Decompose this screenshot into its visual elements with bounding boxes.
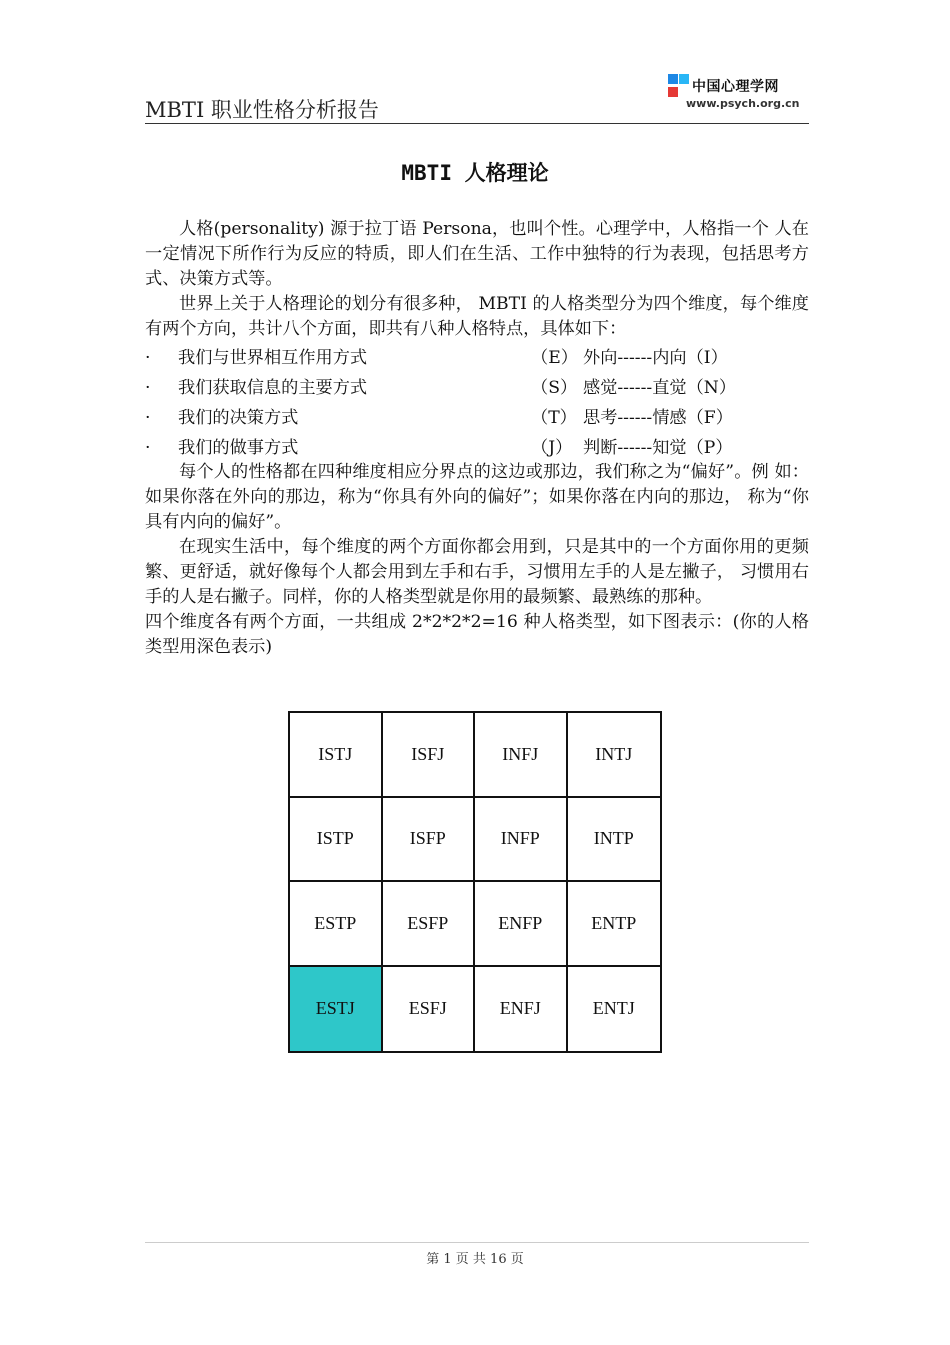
type-cell-entj: ENTJ [592,998,635,1019]
dimension-code: （T） [531,408,577,428]
type-cell-estj: ESTJ [290,967,383,1052]
bullet-dot: · [145,378,151,398]
personality-type-grid [288,711,662,1053]
dimension-label: 我们的做事方式 [178,438,299,458]
type-cell-enfp: ENFP [475,882,568,967]
dimension-label: 我们获取信息的主要方式 [178,378,368,398]
type-cell-entp: ENTP [568,882,661,967]
bullet-dot: · [145,348,151,368]
logo-square-lightblue [679,74,689,84]
body-block-top [145,217,809,660]
dimension-directions: 思考------情感（F） [583,408,733,428]
type-cell-infp: INFP [475,798,568,883]
dimension-directions: 判断------知觉（P） [583,438,733,458]
dimension-label: 我们的决策方式 [178,408,299,428]
type-cell-intp: INTP [568,798,661,883]
type-cell-intj: INTJ [568,713,661,798]
document-title: MBTI 人格理论 [401,161,549,185]
paragraph-handedness: 在现实生活中，每个维度的两个方面你都会用到，只是其中的一个方面你用的更频繁、更舒适，就好像每个人都会用到左手和右手，习惯用左手的人是左撇子， 习惯用右手的人是右撇子。同样，你的人格类型就是你用的最频繁、最熟练的那种。 [145,537,809,607]
paragraph-preference: 每个人的性格都在四种维度相应分界点的这边或那边，我们称之为“偏好”。例 如：如果你落在外向的那边，称为“你具有外向的偏好”；如果你落在内向的那边， 称为“你具有内向的偏好”。 [145,462,809,532]
type-cell-esfp: ESFP [383,882,476,967]
dimension-label: 我们与世界相互作用方式 [178,348,368,368]
logo-square-red [668,87,678,97]
dimension-code: （S） [531,378,578,398]
paragraph-mbti-dimensions: 世界上关于人格理论的划分有很多种， MBTI 的人格类型分为四个维度，每个维度有两个方向，共计八个方面，即共有八种人格特点，具体如下： [145,294,809,339]
header-divider [145,123,809,124]
dimension-item [145,376,809,406]
dimension-code: （E） [531,348,578,368]
type-cell-infj: INFJ [475,713,568,798]
site-logo [668,70,808,118]
bullet-dot: · [145,438,151,458]
footer-divider [145,1242,809,1243]
type-cell-enfj: ENFJ [475,967,568,1052]
logo-square-blue [668,74,678,84]
dimension-directions: 感觉------直觉（N） [583,378,737,398]
dimension-directions: 外向------内向（I） [583,348,728,368]
type-cell-istj: ISTJ [290,713,383,798]
paragraph-sixteen-types: 四个维度各有两个方面，一共组成 2*2*2*2=16 种人格类型，如下图表示：(你的人格类型用深色表示) [145,612,809,657]
dimension-item [145,346,809,376]
logo-url: www.psych.org.cn [686,97,800,110]
type-cell-istp: ISTP [290,798,383,883]
paragraph-personality-definition: 人格(personality) 源于拉丁语 Persona，也叫个性。心理学中，人格指一个 人在一定情况下所作行为反应的特质，即人们在生活、工作中独特的行为表现，包括思考方式、决策方式等。 [145,219,809,289]
type-cell-esfj: ESFJ [383,967,476,1052]
logo-name: 中国心理学网 [692,79,779,95]
dimension-item [145,436,809,466]
dimension-item [145,406,809,436]
type-cell-estp: ESTP [290,882,383,967]
report-header-title: MBTI 职业性格分析报告 [145,98,379,122]
dimension-list [145,346,809,466]
dimension-code: （J） [531,438,573,458]
type-cell-isfj: ISFJ [383,713,476,798]
page-number: 第 1 页 共 16 页 [426,1252,524,1267]
type-cell-isfp: ISFP [383,798,476,883]
bullet-dot: · [145,408,151,428]
